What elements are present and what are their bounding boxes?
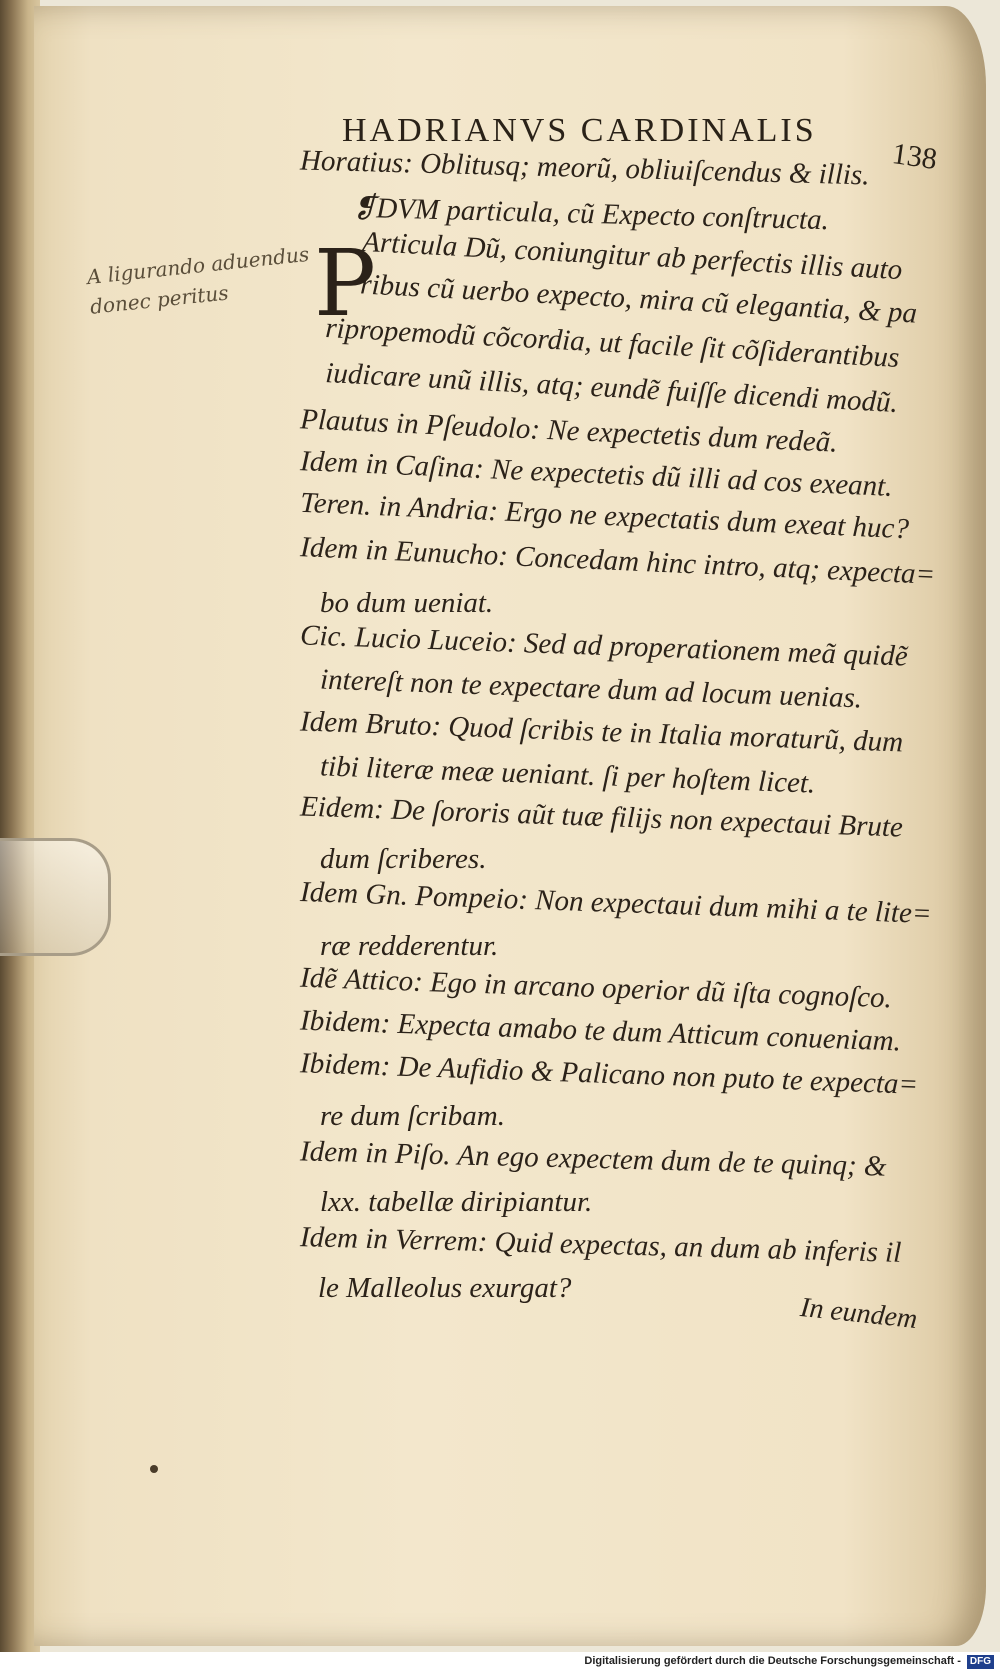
text-line: le Malleolus exurgat? <box>318 1272 572 1304</box>
text-line: Idem in Piſo. An ego expectem dum de te quinq; & <box>299 1135 887 1183</box>
text-line: Idem Gn. Pompeio: Non expectaui dum mihi a te lite= <box>299 875 933 931</box>
text-line: Idẽ Attico: Ego in arcano operior dũ iſta cognoſco. <box>299 961 893 1015</box>
text-line: Idem in Verrem: Quid expectas, an dum ab inferis il <box>299 1221 902 1269</box>
text-line: Idem in Caſina: Ne expectetis dũ illi ad cos exeant. <box>299 445 894 503</box>
text-line: Idem Bruto: Quod ſcribis te in Italia moraturũ, dum <box>299 705 904 759</box>
text-line: re dum ſcribam. <box>320 1100 505 1132</box>
handwritten-margin-note: A ligurando aduendus donec peritus <box>85 241 311 319</box>
text-line: Cic. Lucio Luceio: Sed ad properationem meã quidẽ <box>299 619 909 673</box>
text-line: ræ redderentur. <box>320 930 499 962</box>
text-line: dum ſcriberes. <box>320 843 487 875</box>
page-clip <box>0 838 111 956</box>
text-line: Ibidem: De Aufidio & Palicano non puto te expecta= <box>299 1047 919 1101</box>
text-line: Plautus in Pſeudolo: Ne expectetis dum redeã. <box>299 403 839 459</box>
catchword: In eundem <box>798 1291 919 1336</box>
text-line: bo dum ueniat. <box>320 587 494 619</box>
section-heading: ❡DVM particula, cũ Expecto conſtructa. <box>351 191 830 237</box>
text-line: tibi literæ meæ ueniant. ſi per hoſtem licet. <box>319 750 816 800</box>
drop-capital: P <box>314 230 376 337</box>
dfg-logo-icon: DFG <box>967 1655 994 1669</box>
page-number: 138 <box>889 137 940 176</box>
text-line: Horatius: Oblitusq; meorũ, obliuiſcendus & illis. <box>299 144 870 192</box>
text-line: lxx. tabellæ diripiantur. <box>320 1186 593 1218</box>
text-line: ripropemodũ cõcordia, ut facile ſit cõſiderantibus <box>324 311 901 375</box>
text-line: intereſt non te expectare dum ad locum uenias. <box>319 663 863 715</box>
running-head: HADRIANVS CARDINALIS <box>342 112 817 149</box>
footer-credit: Digitalisierung gefördert durch die Deutsche Forschungsgemeinschaft - <box>584 1655 961 1667</box>
text-line: iudicare unũ illis, atq; eundẽ fuiſſe dicendi modũ. <box>324 357 899 419</box>
text-line: Ibidem: Expecta amabo te dum Atticum conueniam. <box>299 1004 902 1058</box>
text-line: ribus cũ uerbo expecto, mira cũ elegantia, & pa <box>359 268 918 330</box>
text-line: Teren. in Andria: Ergo ne expectatis dum exeat huc? <box>299 486 910 546</box>
ink-spot <box>150 1465 158 1473</box>
text-line: Eidem: De ſororis aũt tuæ filijs non expectaui Brute <box>299 790 904 844</box>
text-line: Idem in Eunucho: Concedam hinc intro, atq; expecta= <box>299 531 936 591</box>
text-line: Articula Dũ, coniungitur ab perfectis illis auto <box>361 225 903 287</box>
digitization-footer <box>0 1652 1000 1671</box>
